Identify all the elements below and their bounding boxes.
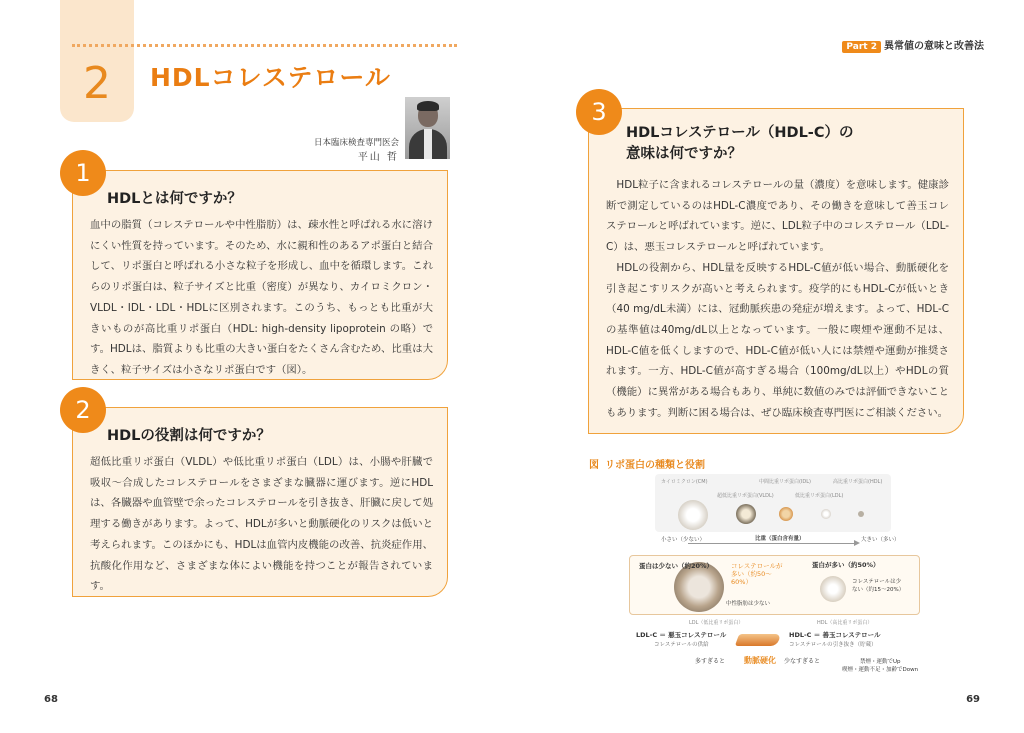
question-body-3-para2: HDLの役割から、HDL量を反映するHDL-C値が低い場合、動脈硬化を引き起こすリスクが高いと考えられます。疫学的にもHDL-Cが低いとき（40 mg/dL未満）には、冠動脈疾患の発症が増えます。よって、HDL-Cの基準値は40mg/dL以上となっています。一般に喫煙や運動不足は、HDL-C値を低くしますので、HDL-C値が低い人には禁煙や運動が推奨されます。一方、HDL-C値が高すぎる場合（100mg/dL以上）やHDLの質（機能）に異常がある場合もあり、単純に数値のみでは評価できないこともあります。判断に困る場合は、ぜひ臨床検査専門医にご相談ください。 bbox=[606, 261, 949, 419]
label-hdl: 高比重リポ蛋白(HDL) bbox=[833, 479, 883, 485]
hdl-large-particle bbox=[820, 576, 846, 602]
question-box-3 bbox=[588, 108, 964, 434]
question-title-3-line1: HDLコレステロール（HDL-C）の bbox=[626, 125, 854, 141]
ldl-hdl-panel bbox=[629, 555, 920, 615]
hdlc-label: HDL-C ＝ 善玉コレステロール bbox=[789, 631, 881, 639]
question-title-3-line2: 意味は何ですか？ bbox=[626, 146, 742, 162]
author-photo bbox=[405, 97, 450, 159]
ldl-tg-text: 中性脂肪は少ない bbox=[726, 601, 771, 607]
ldl-cholesterol-text: コレステロールが多い（約50～60%） bbox=[731, 562, 783, 586]
ldl-caption: LDL（低比重リポ蛋白） bbox=[689, 620, 744, 626]
hdl-protein-text: 蛋白が多い（約50%） bbox=[812, 561, 880, 569]
question-box-1 bbox=[72, 170, 448, 380]
running-title: 異常値の意味と改善法 bbox=[884, 41, 984, 52]
particle-ldl bbox=[821, 509, 831, 519]
ldl-protein-text: 蛋白は少ない（約20%） bbox=[639, 562, 714, 570]
right-page bbox=[512, 0, 1024, 733]
lifestyle-down-text: 喫煙・運動不足・加齢でDown bbox=[842, 667, 919, 673]
density-axis bbox=[688, 543, 856, 544]
question-title-2: HDLの役割は何ですか？ bbox=[107, 428, 271, 444]
question-title-3 bbox=[626, 123, 853, 165]
question-body-1: 血中の脂質（コレステロールや中性脂肪）は、疎水性と呼ばれる水に溶けにくい性質を持っています。そのため、水に親和性のあるアポ蛋白と結合して、リポ蛋白と呼ばれる小さな粒子を形成し、血中を循環します。これらのリポ蛋白は、粒子サイズと比重（密度）が異なり、カイロミクロン・VLDL・IDL・LDL・HDLに区別されます。このうち、もっとも比重が大きいものが高比重リポ蛋白（HDL: high-density lipoprotein の略）です。HDLは、脂質よりも比重の大きい蛋白をたくさん含むため、比重は大きく、粒子サイズは小さなリポ蛋白です（図）。 bbox=[90, 219, 433, 376]
label-ldl: 低比重リポ蛋白(LDL) bbox=[795, 493, 844, 499]
question-body-3-para1: HDL粒子に含まれるコレステロールの量（濃度）を意味します。健康診断で測定しているのはHDL-C濃度であり、その働きを意味して善玉コレステロールと呼ばれています。逆に、LDL粒子中のコレステロール（LDL-C）は、悪玉コレステロールと呼ばれています。 bbox=[606, 179, 949, 254]
label-vldl: 超低比重リポ蛋白(VLDL) bbox=[717, 493, 774, 499]
particle-hdl bbox=[858, 511, 864, 517]
figure-title: リポ蛋白の種類と役割 bbox=[605, 460, 705, 471]
chapter-number: 2 bbox=[83, 58, 111, 109]
running-head bbox=[842, 37, 984, 53]
page-number-right: 69 bbox=[966, 694, 980, 705]
dotted-rule bbox=[72, 44, 457, 47]
figure-label: 図 bbox=[589, 460, 599, 471]
too-much-text: 多すぎると bbox=[695, 658, 726, 665]
hdl-cholesterol-text: コレステロールは少ない（約15～20%） bbox=[852, 579, 905, 593]
question-body-2: 超低比重リポ蛋白（VLDL）や低比重リポ蛋白（LDL）は、小腸や肝臓で吸収～合成したコレステロールをさまざまな臓器に運びます。逆にHDLは、各臓器や血管壁で余ったコレステロールを引き抜き、肝臓に戻して処理する働きがあります。よって、HDLが多いと動脈硬化のリスクは低いと考えられます。このほかにも、HDLは血管内皮機能の改善、抗炎症作用、抗酸化作用など、さまざまな体によい機能を持つことが報告されています。 bbox=[90, 456, 433, 593]
page-number-left: 68 bbox=[44, 694, 58, 705]
ldlc-role: コレステロールの供給 bbox=[654, 642, 709, 648]
lifestyle-up-text: 禁煙・運動でUp bbox=[860, 659, 901, 665]
particle-vldl bbox=[736, 504, 756, 524]
part-badge: Part 2 bbox=[842, 41, 881, 53]
ldlc-label: LDL-C ＝ 悪玉コレステロール bbox=[636, 631, 727, 639]
figure-diagram bbox=[636, 470, 919, 685]
artery-icon bbox=[735, 634, 781, 646]
too-little-text: 少なすぎると bbox=[784, 658, 821, 665]
chapter-title: HDLコレステロール bbox=[150, 63, 391, 92]
label-idl: 中間比重リポ蛋白(IDL) bbox=[759, 479, 812, 485]
arteriosclerosis-text: 動脈硬化 bbox=[744, 656, 776, 665]
author-name: 平山 哲 bbox=[357, 152, 399, 163]
hdl-caption: HDL（高比重リポ蛋白） bbox=[817, 620, 873, 626]
axis-right-label: 大きい（多い） bbox=[861, 537, 900, 543]
question-box-2 bbox=[72, 407, 448, 597]
hdlc-role: コレステロールの引き抜き（貯蔵） bbox=[789, 642, 877, 648]
label-chylomicron: カイロミクロン(CM) bbox=[661, 479, 708, 485]
axis-center-label: 比重（蛋白含有量） bbox=[755, 536, 805, 542]
question-number-2: 2 bbox=[60, 387, 106, 433]
axis-arrow-icon bbox=[854, 540, 860, 546]
particle-chylomicron bbox=[678, 500, 708, 530]
question-number-3: 3 bbox=[576, 89, 622, 135]
question-number-1: 1 bbox=[60, 150, 106, 196]
question-title-1: HDLとは何ですか？ bbox=[107, 191, 242, 207]
author-affiliation: 日本臨床検査専門医会 bbox=[313, 138, 399, 148]
figure-caption bbox=[589, 456, 705, 471]
question-body-3 bbox=[606, 175, 949, 423]
axis-left-label: 小さい（少ない） bbox=[661, 537, 706, 543]
chapter-tab bbox=[60, 0, 134, 122]
particle-idl bbox=[779, 507, 793, 521]
